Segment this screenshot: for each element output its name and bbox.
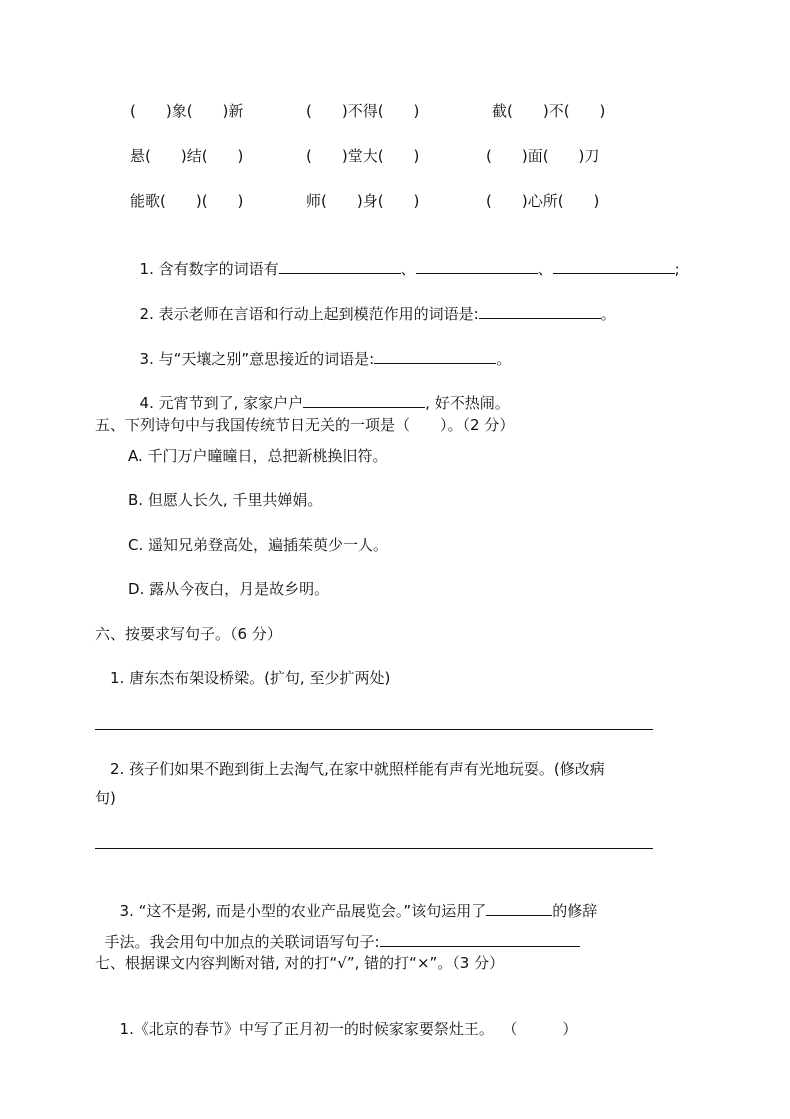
idiom-item: 截( )不( ) [492,102,606,120]
option-b[interactable]: B. 但愿人长久, 千里共婵娟。 [128,491,323,509]
separator: 、 [400,260,416,278]
sentence-question-2-line1: 2. 孩子们如果不跑到街上去淘气,在家中就照样能有声有光地玩耍。(修改病 [110,760,605,778]
idiom-item: ( )面( )刀 [486,147,600,165]
punctuation: ; [674,260,680,278]
sentence-question-2-line2: 句) [95,789,116,807]
punctuation: 。 [496,350,512,368]
idiom-row-2 [130,145,650,167]
question-text: 3. 与“天壤之别”意思接近的词语是: [139,350,375,368]
fill-question-2 [130,280,616,325]
question-text: 1.《北京的春节》中写了正月初一的时候家家要祭灶王。 [119,1020,494,1038]
section-5-heading: 五、下列诗句中与我国传统节日无关的一项是（ ）。（2 分） [95,416,515,434]
idiom-item: ( )堂大( ) [306,147,420,165]
punctuation: 。 [600,305,616,323]
fill-question-4 [130,369,510,414]
fill-question-1 [130,235,680,280]
answer-line[interactable] [95,729,653,730]
question-text: 3. “这不是粥, 而是小型的农业产品展览会。”该句运用了 [119,902,487,920]
question-text: 4. 元宵节到了, 家家户户 [139,394,304,412]
sentence-question-3-line2 [95,908,580,953]
section-7-heading: 七、根据课文内容判断对错, 对的打“√”, 错的打“×”。（3 分） [95,954,505,972]
answer-line[interactable] [95,848,653,849]
separator: 、 [537,260,553,278]
idiom-row-3 [130,190,650,212]
section-6-heading: 六、按要求写句子。（6 分） [95,625,282,643]
idiom-item: 悬( )结( ) [130,147,244,165]
fill-question-3 [130,325,511,370]
idiom-item: 能歌( )( ) [130,192,244,210]
punctuation: , 好不热闹。 [425,394,510,412]
judge-question-1 [110,996,577,1040]
question-text: 的修辞 [552,902,598,920]
question-text: 手法。我会用句中加点的关联词语写句子: [104,933,380,951]
idiom-item: 师( )身( ) [306,192,420,210]
idiom-row-1 [130,100,650,122]
question-text: 1. 含有数字的词语有 [139,260,279,278]
idiom-item: ( )象( )新 [130,102,244,120]
idiom-item: ( )不得( ) [306,102,420,120]
answer-parens[interactable]: （ ） [509,1020,578,1038]
answer-blank[interactable] [303,391,425,408]
answer-blank[interactable] [380,930,580,947]
option-d[interactable]: D. 露从今夜白，月是故乡明。 [128,580,330,598]
sentence-question-1: 1. 唐东杰布架设桥梁。(扩句, 至少扩两处) [110,669,391,687]
question-text: 2. 表示老师在言语和行动上起到模范作用的词语是: [139,305,479,323]
option-a[interactable]: A. 千门万户曈曈日，总把新桃换旧符。 [128,447,388,465]
answer-blank[interactable] [479,302,601,319]
answer-blank[interactable] [416,257,538,274]
idiom-item: ( )心所( ) [486,192,600,210]
answer-blank[interactable] [374,347,496,364]
option-c[interactable]: C. 遥知兄弟登高处，遍插茱萸少一人。 [128,536,389,554]
answer-blank[interactable] [279,257,401,274]
answer-blank[interactable] [553,257,675,274]
